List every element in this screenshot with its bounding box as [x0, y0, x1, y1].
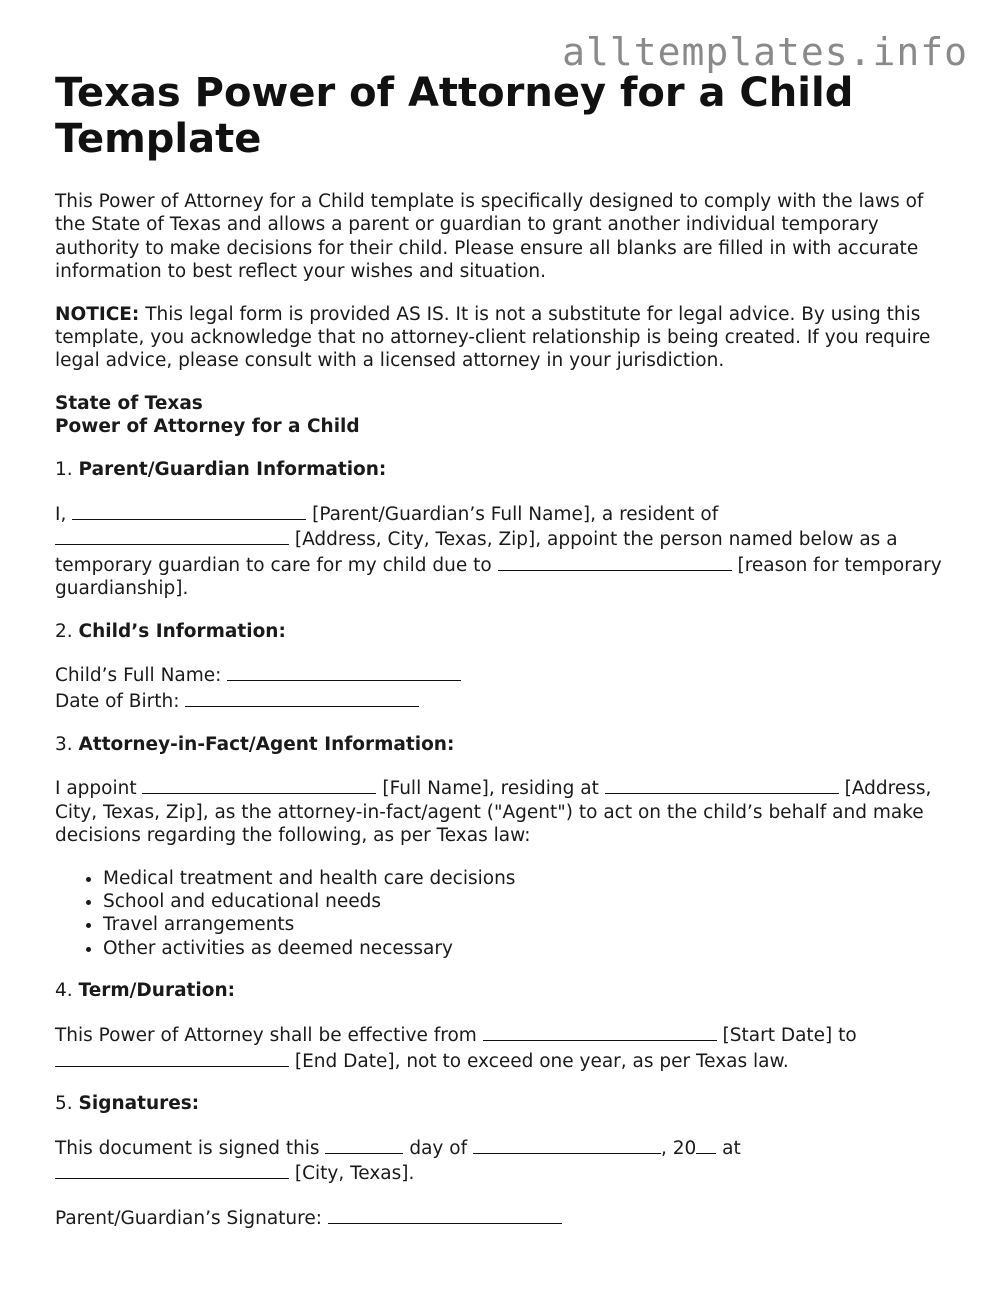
dob-blank[interactable]	[185, 688, 419, 707]
month-blank[interactable]	[473, 1135, 661, 1154]
list-item: • Other activities as deemed necessary	[103, 937, 955, 960]
city-blank[interactable]	[55, 1160, 289, 1179]
notice-paragraph	[55, 303, 955, 373]
section-3-body: I appoint [Full Name], residing at [Address, City, Texas, Zip], as the attorney-in-fact/agent ("Agent") to act on the child’s behalf and make decisions regarding the following, as per Texas law:	[55, 775, 955, 847]
section-5-body: This document is signed this day of , 20 at [City, Texas].	[55, 1135, 955, 1186]
dob-label: Date of Birth:	[55, 690, 186, 712]
day-blank[interactable]	[325, 1135, 403, 1154]
section-5-title: Signatures:	[78, 1093, 200, 1115]
child-name-blank[interactable]	[227, 662, 461, 681]
year-blank[interactable]	[696, 1135, 716, 1154]
notice-text: This legal form is provided AS IS. It is not a substitute for legal advice. By using this template, you acknowledge that no attorney-client relationship is being created. If you require legal advice, please consult with a licensed attorney in your jurisdiction.	[55, 303, 931, 372]
intro-paragraph: This Power of Attorney for a Child template is specifically designed to comply with the laws of the State of Texas and allows a parent or guardian to grant another individual temporary authority to make decisions for their child. Please ensure all blanks are filled in with accurate information to best reflect your wishes and situation.	[55, 191, 924, 282]
list-item: • Medical treatment and health care decisions	[103, 867, 955, 890]
signature-line	[55, 1205, 955, 1230]
section-2-title: Child’s Information:	[78, 620, 286, 642]
form-heading	[55, 392, 955, 439]
section-1-body: I, [Parent/Guardian’s Full Name], a resident of [Address, City, Texas, Zip], appoint the person named below as a temporary guardian to care for my child due to [reason for temporary guardianship].	[55, 501, 955, 600]
section-5-heading: 5. Signatures:	[55, 1093, 200, 1115]
end-date-blank[interactable]	[55, 1048, 289, 1067]
form-name-heading: Power of Attorney for a Child	[55, 416, 360, 438]
section-2-heading: 2. Child’s Information:	[55, 620, 286, 642]
section-2-body	[55, 662, 955, 713]
notice-label: NOTICE:	[55, 303, 140, 325]
agent-name-blank[interactable]	[142, 775, 376, 794]
signature-blank[interactable]	[328, 1205, 562, 1224]
section-4-heading: 4. Term/Duration:	[55, 980, 236, 1002]
section-4-body: This Power of Attorney shall be effective from [Start Date] to [End Date], not to exceed one year, as per Texas law.	[55, 1022, 955, 1073]
section-3-heading: 3. Attorney-in-Fact/Agent Information:	[55, 733, 455, 755]
document-page	[55, 70, 955, 1250]
agent-address-blank[interactable]	[605, 775, 839, 794]
parent-address-blank[interactable]	[55, 526, 289, 545]
section-3-title: Attorney-in-Fact/Agent Information:	[78, 733, 455, 755]
authority-list	[55, 867, 955, 960]
list-item: • School and educational needs	[103, 890, 955, 913]
signature-label: Parent/Guardian’s Signature:	[55, 1208, 328, 1230]
list-item: • Travel arrangements	[103, 913, 955, 936]
child-name-label: Child’s Full Name:	[55, 665, 228, 687]
parent-name-blank[interactable]	[72, 501, 306, 520]
start-date-blank[interactable]	[483, 1022, 717, 1041]
section-1-title: Parent/Guardian Information:	[78, 459, 387, 481]
watermark: alltemplates.info	[562, 30, 968, 74]
page-title: Texas Power of Attorney for a Child Template	[55, 70, 854, 162]
state-heading: State of Texas	[55, 393, 203, 415]
section-4-title: Term/Duration:	[78, 980, 236, 1002]
section-1-heading: 1. Parent/Guardian Information:	[55, 459, 387, 481]
reason-blank[interactable]	[498, 552, 732, 571]
